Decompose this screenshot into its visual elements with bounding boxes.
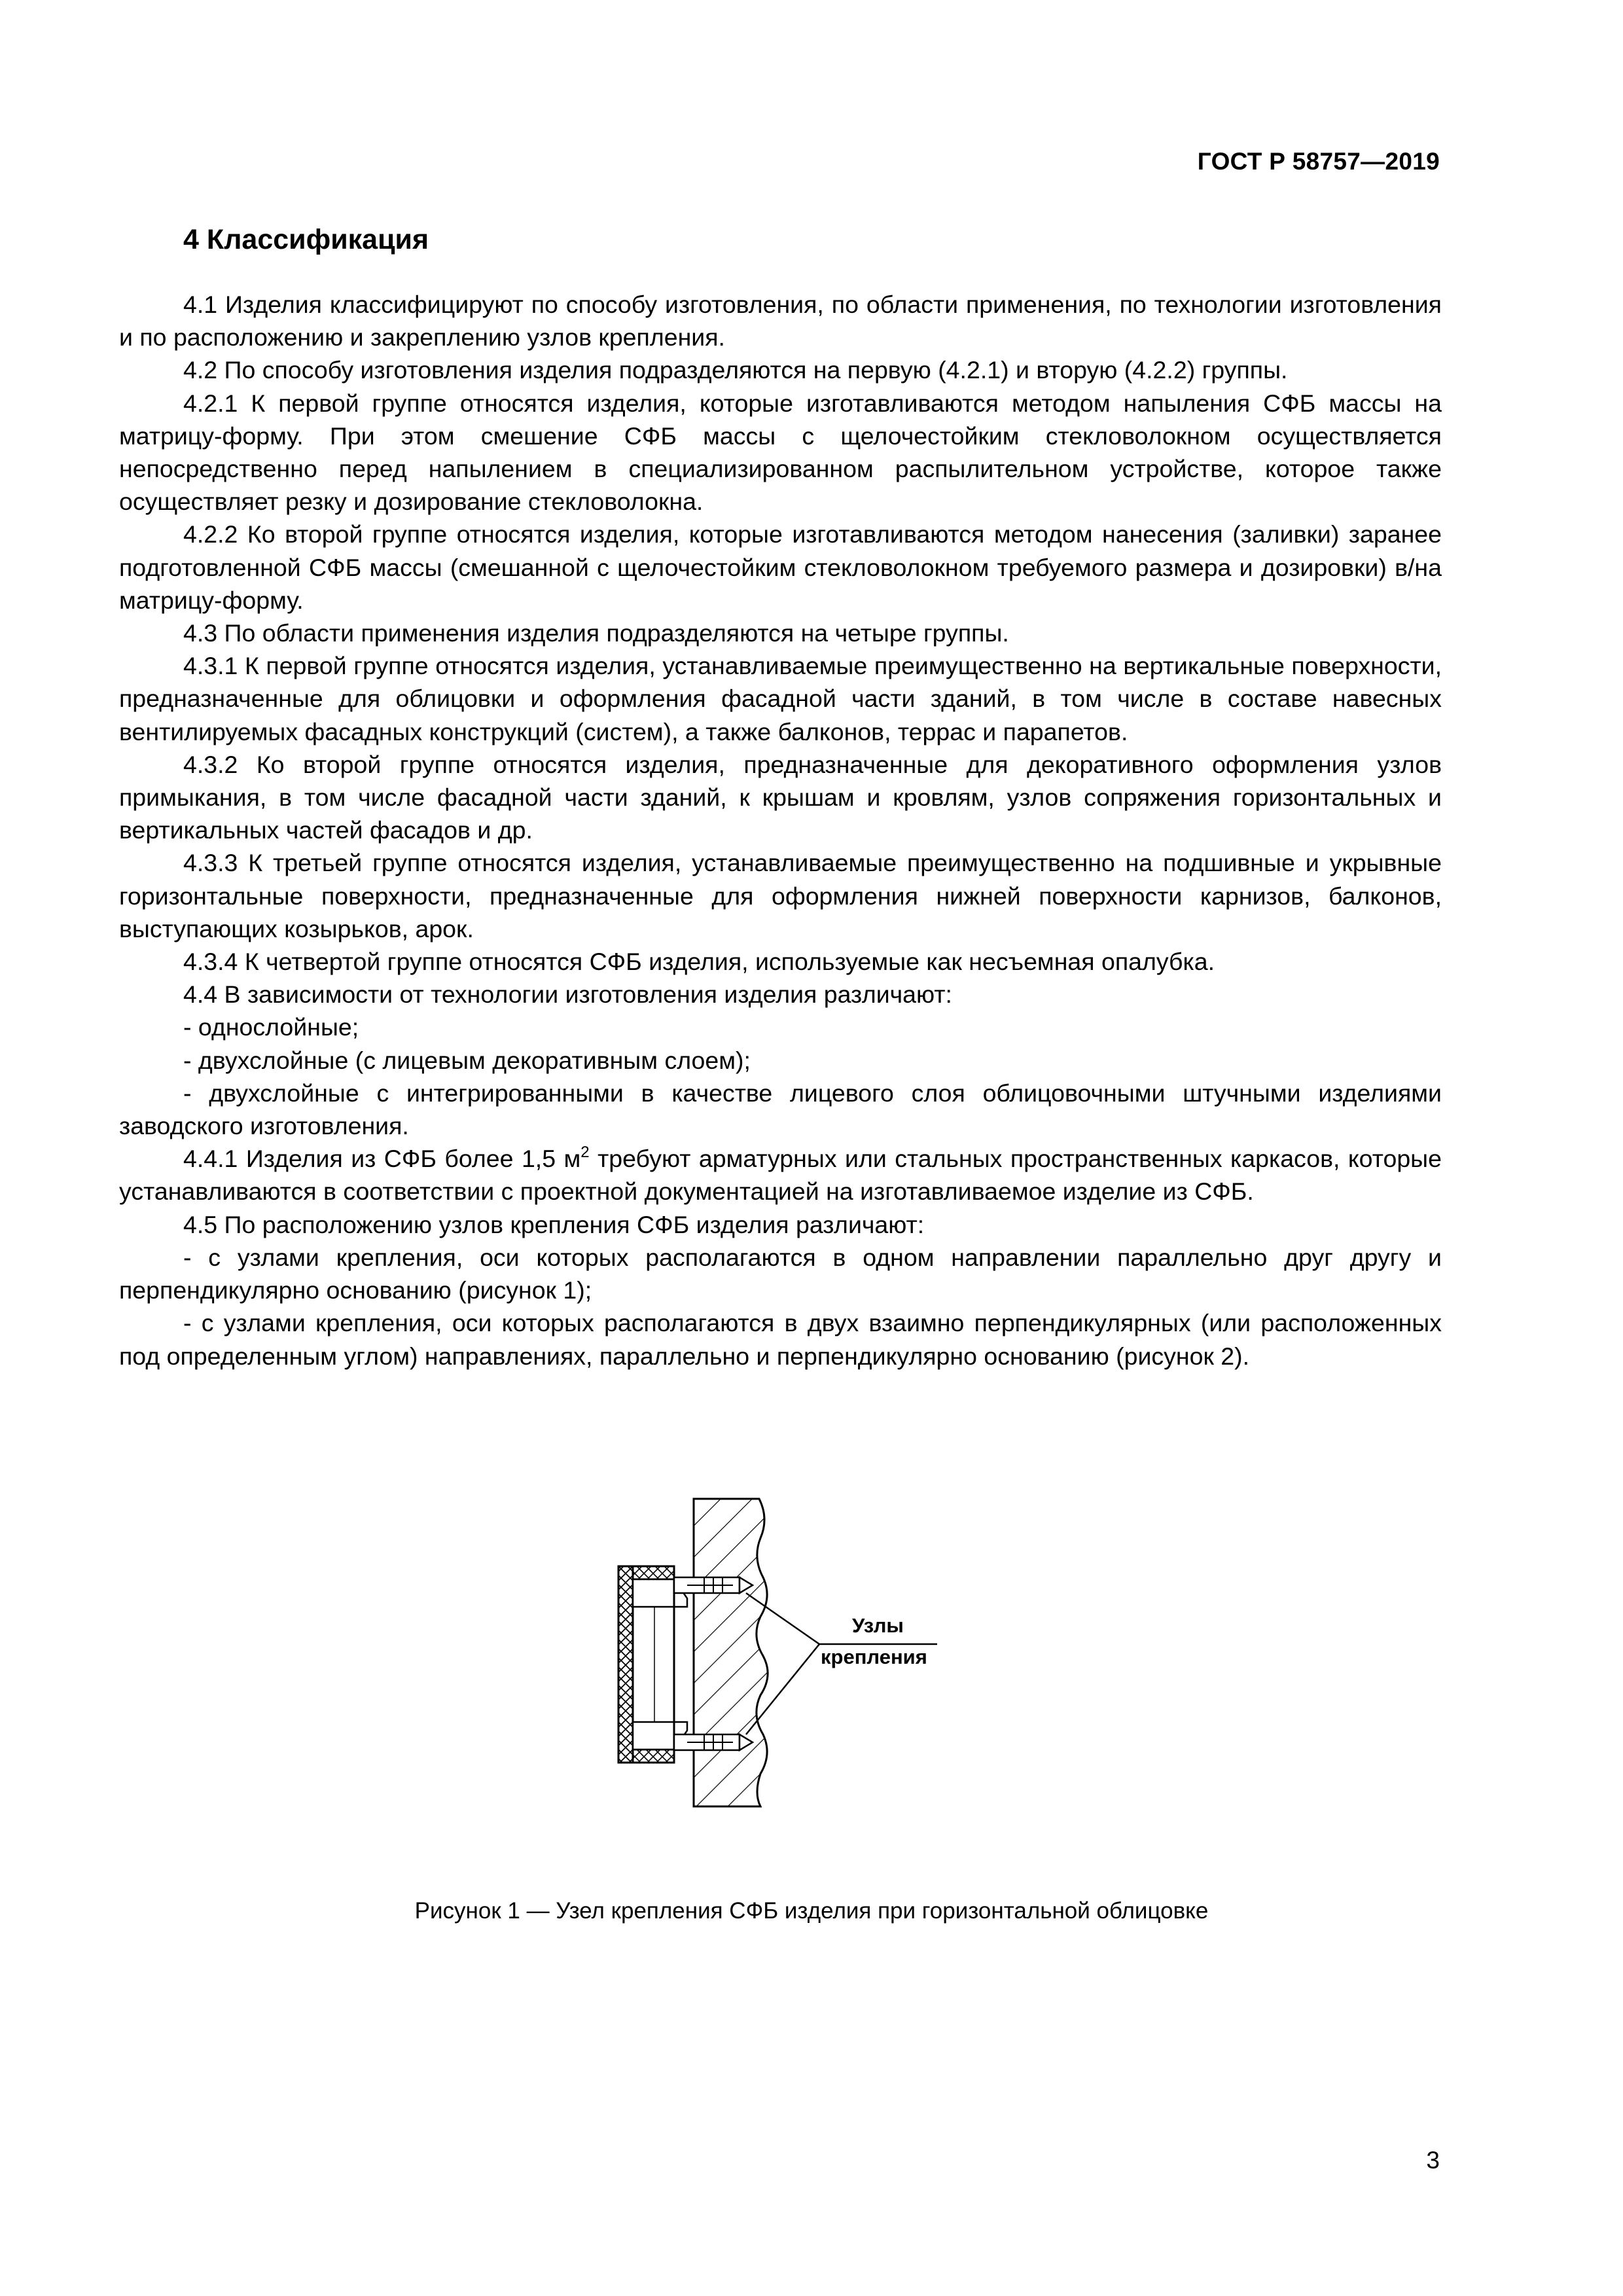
lower-anchor — [674, 1734, 753, 1750]
callout-label-line1: Узлы — [852, 1614, 904, 1637]
document-code: ГОСТ Р 58757—2019 — [1197, 148, 1440, 175]
list-item-perpendicular-axes: - с узлами крепления, оси которых располагаются в двух взаимно перпендикулярных (или расположенных под определенным углом) направлениях, параллельно и перпендикулярно основанию (рисунок 2). — [119, 1309, 1442, 1370]
section-title: 4 Классификация — [183, 224, 429, 255]
paragraph-4-2-1: 4.2.1 К первой группе относятся изделия, которые изготавливаются методом напыления СФБ массы на матрицу-форму. При этом смешение СФБ массы с щелочестойким стекловолокном осуществляется непосредственно перед напылением в специализированном распылительном устройстве, которое также осуществляет резку и дозирование стекловолокна. — [119, 389, 1442, 516]
wall-base — [694, 1499, 768, 1806]
upper-anchor — [674, 1577, 753, 1593]
list-item-single-layer: - однослойные; — [183, 1013, 359, 1041]
list-item-parallel-axes: - с узлами крепления, оси которых располагаются в одном направлении параллельно друг другу и перпендикулярно основанию (рисунок 1); — [119, 1243, 1442, 1304]
figure-1-fastening-node — [589, 1473, 982, 1839]
paragraph-4-4-1 — [119, 1142, 1442, 1208]
paragraph-4-4-1-start: 4.4.1 Изделия из СФБ более 1,5 м — [183, 1145, 581, 1173]
figure-caption: Рисунок 1 — Узел крепления СФБ изделия при горизонтальной облицовке — [414, 1898, 1209, 1924]
paragraph-4-2: 4.2 По способу изготовления изделия подразделяются на первую (4.2.1) и вторую (4.2.2) группы. — [183, 356, 1288, 384]
paragraph-4-3-2: 4.3.2 Ко второй группе относятся изделия, предназначенные для декоративного оформления узлов примыкания, в том числе фасадной части зданий, к крышам и кровлям, узлов сопряжения горизонтальных и вертикальных частей фасадов и др. — [119, 750, 1442, 844]
callout-label-line2: крепления — [821, 1645, 927, 1668]
sfb-panel — [618, 1566, 687, 1763]
paragraph-4-3-3: 4.3.3 К третьей группе относятся изделия, устанавливаемые преимущественно на подшивные и укрывные горизонтальные поверхности, предназначенные для оформления нижней поверхности карнизов, балконов, выступающих козырьков, арок. — [119, 849, 1442, 942]
paragraph-4-3: 4.3 По области применения изделия подразделяются на четыре группы. — [183, 619, 1009, 647]
paragraph-4-1: 4.1 Изделия классифицируют по способу изготовления, по области применения, по технологии изготовления и по расположению и закреплению узлов крепления. — [119, 291, 1442, 351]
paragraph-4-4-1-end: требуют арматурных или стальных пространственных каркасов, которые устанавливаются в соответствии с проектной документацией на изготавливаемое изделие из СФБ. — [119, 1145, 1442, 1206]
paragraph-4-4: 4.4 В зависимости от технологии изготовления изделия различают: — [183, 980, 952, 1009]
paragraph-4-3-4: 4.3.4 К четвертой группе относятся СФБ изделия, используемые как несъемная опалубка. — [183, 948, 1215, 976]
list-item-two-layer: - двухслойные (с лицевым декоративным слоем); — [183, 1046, 751, 1074]
page-number: 3 — [1426, 2147, 1440, 2174]
paragraph-4-3-1: 4.3.1 К первой группе относятся изделия, устанавливаемые преимущественно на вертикальные поверхности, предназначенные для облицовки и оформления фасадной части зданий, в том числе в составе навесных вентилируемых фасадных конструкций (систем), а также балконов, террас и парапетов. — [119, 652, 1442, 745]
paragraph-4-5: 4.5 По расположению узлов крепления СФБ изделия различают: — [183, 1210, 925, 1238]
paragraph-4-2-2: 4.2.2 Ко второй группе относятся изделия, которые изготавливаются методом нанесения (заливки) заранее подготовленной СФБ массы (смешанной с щелочестойким стекловолокном требуемого размера и дозировки) в/на матрицу-форму. — [119, 520, 1442, 614]
body-text — [119, 288, 1442, 1372]
superscript-square: 2 — [580, 1143, 590, 1162]
list-item-two-layer-integrated: - двухслойные с интегрированными в качестве лицевого слоя облицовочными штучными изделиями заводского изготовления. — [119, 1079, 1442, 1140]
